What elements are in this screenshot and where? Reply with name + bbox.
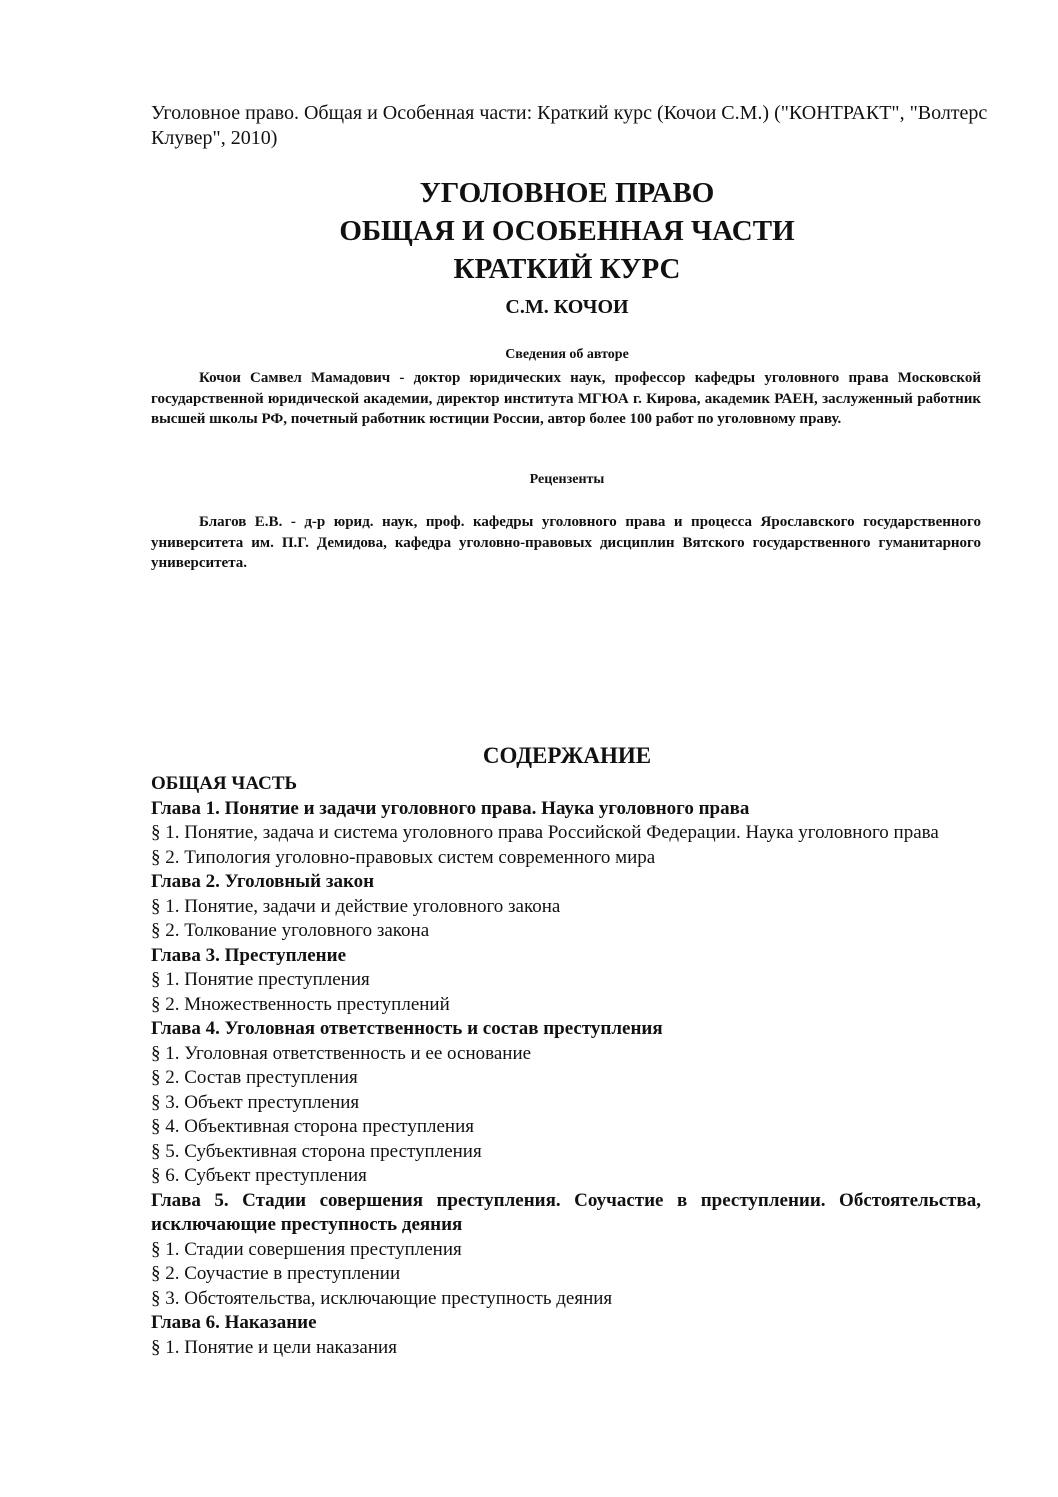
- author-name: С.М. КОЧОИ: [505, 296, 629, 318]
- toc-section[interactable]: § 1. Понятие и цели наказания: [151, 1336, 397, 1358]
- about-author-heading: Сведения об авторе: [505, 347, 629, 362]
- toc-section[interactable]: § 5. Субъективная сторона преступления: [151, 1140, 482, 1162]
- toc-section[interactable]: § 1. Понятие, задачи и действие уголовного закона: [151, 895, 561, 917]
- toc-section[interactable]: § 2. Толкование уголовного закона: [151, 920, 430, 941]
- toc-section[interactable]: § 1. Уголовная ответственность и ее основание: [151, 1042, 532, 1064]
- toc-list: [151, 797, 981, 1361]
- title-line-2: ОБЩАЯ И ОСОБЕННАЯ ЧАСТИ: [339, 215, 795, 247]
- title-line-1: УГОЛОВНОЕ ПРАВО: [419, 177, 715, 209]
- toc-section[interactable]: § 2. Состав преступления: [151, 1067, 358, 1088]
- toc-chapter[interactable]: Глава 4. Уголовная ответственность и состав преступления: [151, 1018, 663, 1039]
- toc-section[interactable]: § 2. Множественность преступлений: [151, 993, 450, 1015]
- toc-section[interactable]: § 2. Типология уголовно-правовых систем современного мира: [151, 846, 656, 868]
- reviewers-text: Благов Е.В. - д-р юрид. наук, проф. кафедры уголовного права и процесса Ярославского государственного университета им. П.Г. Демидова, кафедра уголовно-правовых дисциплин Вятского государственного гуманитарного университета.: [151, 514, 981, 571]
- toc-section[interactable]: § 1. Понятие преступления: [151, 969, 370, 990]
- toc-chapter[interactable]: Глава 6. Наказание: [151, 1312, 317, 1333]
- toc-chapter[interactable]: Глава 5. Стадии совершения преступления. Соучастие в преступлении. Обстоятельства, исключающие преступность деяния: [151, 1189, 981, 1235]
- toc-section[interactable]: § 1. Стадии совершения преступления: [151, 1238, 462, 1260]
- toc-section[interactable]: § 2. Соучастие в преступлении: [151, 1263, 401, 1284]
- toc-chapter[interactable]: Глава 3. Преступление: [151, 944, 347, 966]
- toc-section[interactable]: § 6. Субъект преступления: [151, 1165, 367, 1186]
- toc-section[interactable]: § 4. Объективная сторона преступления: [151, 1116, 474, 1137]
- table-of-contents: [151, 772, 981, 1360]
- toc-chapter[interactable]: Глава 2. Уголовный закон: [151, 871, 375, 892]
- about-author-text: Кочои Самвел Мамадович - доктор юридических наук, профессор кафедры уголовного права Московской государственной юридической академии, директор института МГЮА г. Кирова, академик РАЕН, заслуженный работник высшей школы РФ, почетный работник юстиции России, автор более 100 работ по уголовному праву.: [151, 370, 981, 427]
- reviewers-heading: Рецензенты: [529, 472, 605, 487]
- book-title: [0, 174, 1058, 288]
- title-line-3: КРАТКИЙ КУРС: [453, 253, 681, 285]
- toc-section[interactable]: § 3. Объект преступления: [151, 1091, 360, 1113]
- contents-heading: СОДЕРЖАНИЕ: [482, 743, 652, 768]
- toc-section[interactable]: § 1. Понятие, задача и система уголовного права Российской Федерации. Наука уголовного права: [151, 822, 939, 843]
- toc-chapter[interactable]: Глава 1. Понятие и задачи уголовного права. Наука уголовного права: [151, 797, 750, 819]
- toc-part-title: ОБЩАЯ ЧАСТЬ: [151, 773, 298, 794]
- toc-section[interactable]: § 3. Обстоятельства, исключающие преступность деяния: [151, 1287, 613, 1309]
- source-citation: Уголовное право. Общая и Особенная части: Краткий курс (Кочои С.М.) ("КОНТРАКТ", "Волтерс Клувер", 2010): [151, 102, 988, 149]
